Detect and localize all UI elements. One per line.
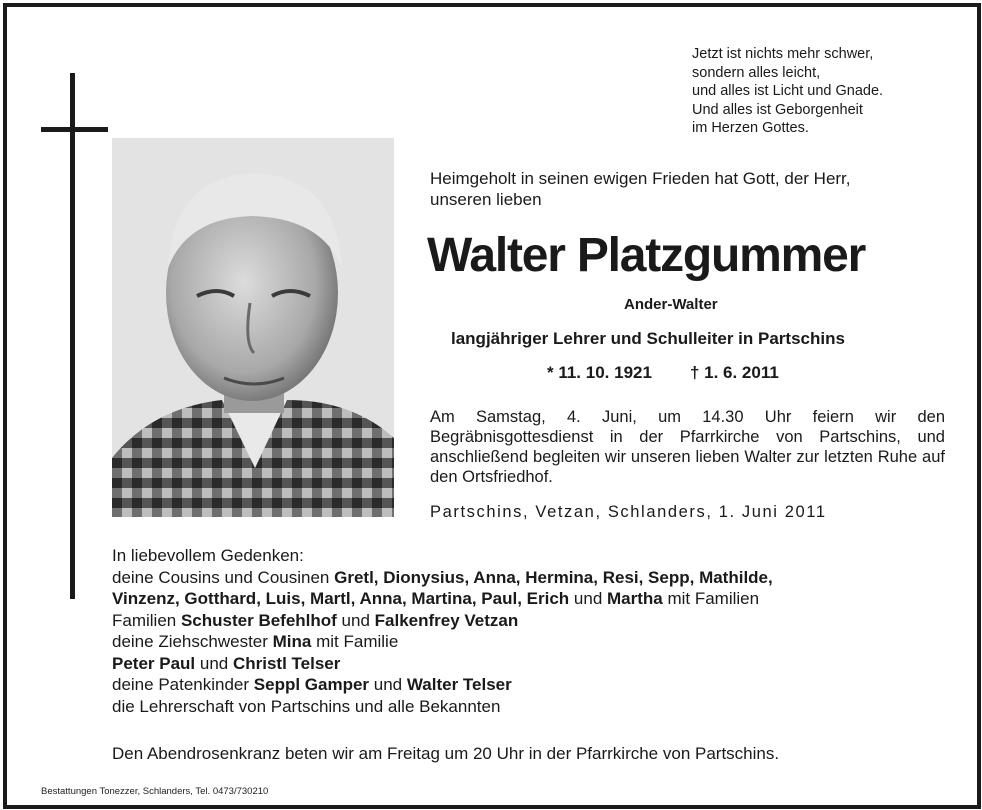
rosary-notice: Den Abendrosenkranz beten wir am Freitag um 20 Uhr in der Pfarrkirche von Partschins. [112,744,780,763]
text: mit Familien [662,589,760,608]
mourners-heading: In liebevollem Gedenken: [112,546,304,565]
names: Gretl, Dionysius, Anna, Hermina, Resi, Sepp, Mathilde, [334,567,773,587]
text: und [369,675,407,694]
place-date: Partschins, Vetzan, Schlanders, 1. Juni 2011 [430,503,827,521]
mourners-list [112,545,773,717]
names: Schuster Befehlhof [180,610,337,630]
birth-date: * 11. 10. 1921 [547,363,652,382]
deceased-name: Walter Platzgummer [427,229,866,282]
life-dates [547,363,779,383]
names: Seppl Gamper [253,675,370,694]
obituary-notice [3,3,981,809]
text: und [569,589,607,608]
verse [692,45,883,138]
text: deine Ziehschwester [112,632,273,651]
verse-line: Jetzt ist nichts mehr schwer, [692,46,874,62]
intro-line: Heimgeholt in seinen ewigen Frieden hat Gott, der Herr, [430,169,851,188]
intro-text [430,168,851,210]
names: Christl Telser [232,653,341,673]
text: deine Cousins und Cousinen [112,567,335,587]
text: mit Familie [311,632,399,651]
funeral-home-credit: Bestattungen Tonezzer, Schlanders, Tel. 0473/730210 [41,786,269,797]
text: und [336,610,375,630]
text: deine Patenkinder [112,675,254,694]
mourners-line [112,588,773,610]
portrait-photo [112,138,394,517]
mourners-line [112,567,773,589]
death-date: † 1. 6. 2011 [689,363,779,382]
mourners-line [112,653,773,675]
profession: langjähriger Lehrer und Schulleiter in Partschins [451,329,845,348]
mourners-line [112,631,773,653]
mourners-line [112,674,773,696]
names: Vinzenz, Gotthard, Luis, Martl, Anna, Martina, Paul, Erich [112,589,570,608]
names: Peter Paul [112,653,196,673]
nickname: Ander-Walter [624,296,718,313]
names: Walter Telser [406,675,512,694]
funeral-announcement: Am Samstag, 4. Juni, um 14.30 Uhr feiern wir den Begräbnisgottesdienst in der Pfarrkirche von Partschins, und anschließend begleiten wir unseren lieben Walter zur letzten Ruhe auf den Ortsfriedhof. [430,408,945,486]
text: Familien [112,610,181,630]
verse-line: im Herzen Gottes. [692,120,809,136]
verse-line: sondern alles leicht, [692,64,821,81]
mourners-line [112,610,773,632]
names: Falkenfrey Vetzan [374,610,519,630]
intro-line: unseren lieben [430,190,542,209]
names: Martha [607,589,663,608]
names: Mina [272,632,312,651]
verse-line: und alles ist Licht und Gnade. [692,83,884,99]
cross-icon-vertical-bar [70,73,75,599]
mourners-line: die Lehrerschaft von Partschins und alle Bekannten [112,696,501,716]
cross-icon-horizontal-bar [41,127,108,132]
verse-line: Und alles ist Geborgenheit [692,101,863,118]
text: und [195,653,233,673]
